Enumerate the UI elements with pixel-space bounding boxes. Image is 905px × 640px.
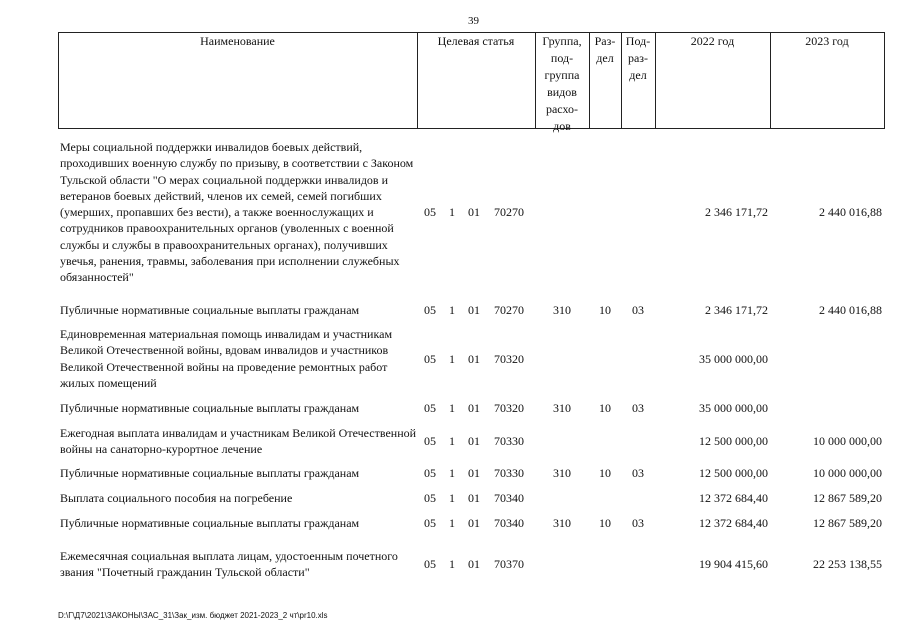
target-code-direction: 70370 [494, 557, 524, 571]
target-code-program: 05 [424, 466, 436, 480]
amount-2023: 10 000 000,00 [813, 466, 882, 480]
header-divider [884, 32, 885, 129]
target-code-direction: 70340 [494, 491, 524, 505]
row-name: Единовременная материальная помощь инвалидам и участникам Великой Отечественной войны, вдовам инвалидов и участников Великой Отечественной войны на проведение ремонтных работ жилых помещений [60, 327, 393, 390]
table-row [0, 490, 905, 508]
group-code: 310 [553, 303, 571, 317]
group-code: 310 [553, 516, 571, 530]
row-name: Ежемесячная социальная выплата лицам, удостоенным почетного звания "Почетный гражданин Тульской области" [60, 549, 398, 580]
table-row [0, 139, 905, 287]
target-code-direction: 70330 [494, 466, 524, 480]
target-code-type: 1 [449, 434, 455, 448]
target-code-program: 05 [424, 557, 436, 571]
target-code-type: 1 [449, 466, 455, 480]
target-code-main: 01 [468, 352, 480, 366]
amount-2022: 2 346 171,72 [705, 303, 768, 317]
amount-2023: 2 440 016,88 [819, 205, 882, 219]
target-code-type: 1 [449, 516, 455, 530]
target-code-program: 05 [424, 303, 436, 317]
amount-2022: 12 500 000,00 [699, 434, 768, 448]
amount-2022: 12 372 684,40 [699, 491, 768, 505]
row-name: Выплата социального пособия на погребение [60, 491, 293, 505]
row-name: Меры социальной поддержки инвалидов боевых действий, проходивших военную службу по призыву, в соответствии с Законом Тульской области "О мерах социальной поддержки инвалидов и ветеранов боевых действий, членов их семей, семей погибших (умерших, пропавших без вести), а также военнослужащих и сотрудников правоохранительных органов (уволенных с военной службы и службы в правоохранительных органах), получивших увечья, ранения, травмы, заболевания при исполнении служебных обязанностей" [60, 140, 414, 285]
subsection-code: 03 [632, 516, 644, 530]
amount-2023: 10 000 000,00 [813, 434, 882, 448]
target-code-type: 1 [449, 491, 455, 505]
header-section: Раз- дел [594, 34, 616, 65]
header-group: Группа, под- группа видов расхо- дов [542, 34, 582, 133]
header-bottom-border [58, 128, 884, 129]
header-subsection: Под- раз- дел [625, 34, 651, 82]
amount-2022: 19 904 415,60 [699, 557, 768, 571]
row-name: Публичные нормативные социальные выплаты гражданам [60, 466, 360, 480]
amount-2023: 2 440 016,88 [819, 303, 882, 317]
amount-2023: 12 867 589,20 [813, 491, 882, 505]
amount-2022: 2 346 171,72 [705, 205, 768, 219]
section-code: 10 [599, 516, 611, 530]
target-code-direction: 70270 [494, 303, 524, 317]
target-code-main: 01 [468, 516, 480, 530]
target-code-main: 01 [468, 434, 480, 448]
subsection-code: 03 [632, 466, 644, 480]
target-code-main: 01 [468, 401, 480, 415]
target-code-main: 01 [468, 303, 480, 317]
target-code-program: 05 [424, 352, 436, 366]
target-code-program: 05 [424, 434, 436, 448]
amount-2023: 12 867 589,20 [813, 516, 882, 530]
target-code-program: 05 [424, 491, 436, 505]
target-code-type: 1 [449, 205, 455, 219]
target-code-program: 05 [424, 516, 436, 530]
table-row [0, 425, 905, 459]
target-code-type: 1 [449, 557, 455, 571]
header-2023: 2023 год [805, 34, 849, 48]
target-code-main: 01 [468, 491, 480, 505]
header-target-article: Целевая статья [437, 34, 515, 48]
row-name: Публичные нормативные социальные выплаты гражданам [60, 516, 360, 530]
section-code: 10 [599, 401, 611, 415]
header-name: Наименование [200, 34, 275, 48]
target-code-main: 01 [468, 557, 480, 571]
table-row [0, 465, 905, 483]
target-code-direction: 70320 [494, 401, 524, 415]
target-code-type: 1 [449, 401, 455, 415]
row-name: Публичные нормативные социальные выплаты гражданам [60, 303, 360, 317]
group-code: 310 [553, 401, 571, 415]
target-code-type: 1 [449, 303, 455, 317]
amount-2022: 12 500 000,00 [699, 466, 768, 480]
target-code-main: 01 [468, 205, 480, 219]
file-path-footer: D:\Г\Д7\2021\ЗАКОНЫ\ЗАС_31\Зак_изм. бюджет 2021-2023_2 чт\pr10.xls [58, 611, 328, 620]
table-row [0, 548, 905, 582]
target-code-type: 1 [449, 352, 455, 366]
page-number: 39 [468, 15, 479, 27]
subsection-code: 03 [632, 303, 644, 317]
target-code-program: 05 [424, 401, 436, 415]
table-row [0, 302, 905, 320]
target-code-direction: 70270 [494, 205, 524, 219]
table-row [0, 400, 905, 418]
table-row [0, 326, 905, 392]
target-code-program: 05 [424, 205, 436, 219]
row-name: Ежегодная выплата инвалидам и участникам Великой Отечественной войны на санаторно-курортное лечение [60, 426, 417, 457]
amount-2022: 35 000 000,00 [699, 401, 768, 415]
target-code-direction: 70320 [494, 352, 524, 366]
subsection-code: 03 [632, 401, 644, 415]
target-code-main: 01 [468, 466, 480, 480]
target-code-direction: 70340 [494, 516, 524, 530]
section-code: 10 [599, 466, 611, 480]
amount-2023: 22 253 138,55 [813, 557, 882, 571]
group-code: 310 [553, 466, 571, 480]
amount-2022: 35 000 000,00 [699, 352, 768, 366]
amount-2022: 12 372 684,40 [699, 516, 768, 530]
section-code: 10 [599, 303, 611, 317]
row-name: Публичные нормативные социальные выплаты гражданам [60, 401, 360, 415]
header-2022: 2022 год [690, 34, 735, 48]
target-code-direction: 70330 [494, 434, 524, 448]
table-row [0, 515, 905, 533]
